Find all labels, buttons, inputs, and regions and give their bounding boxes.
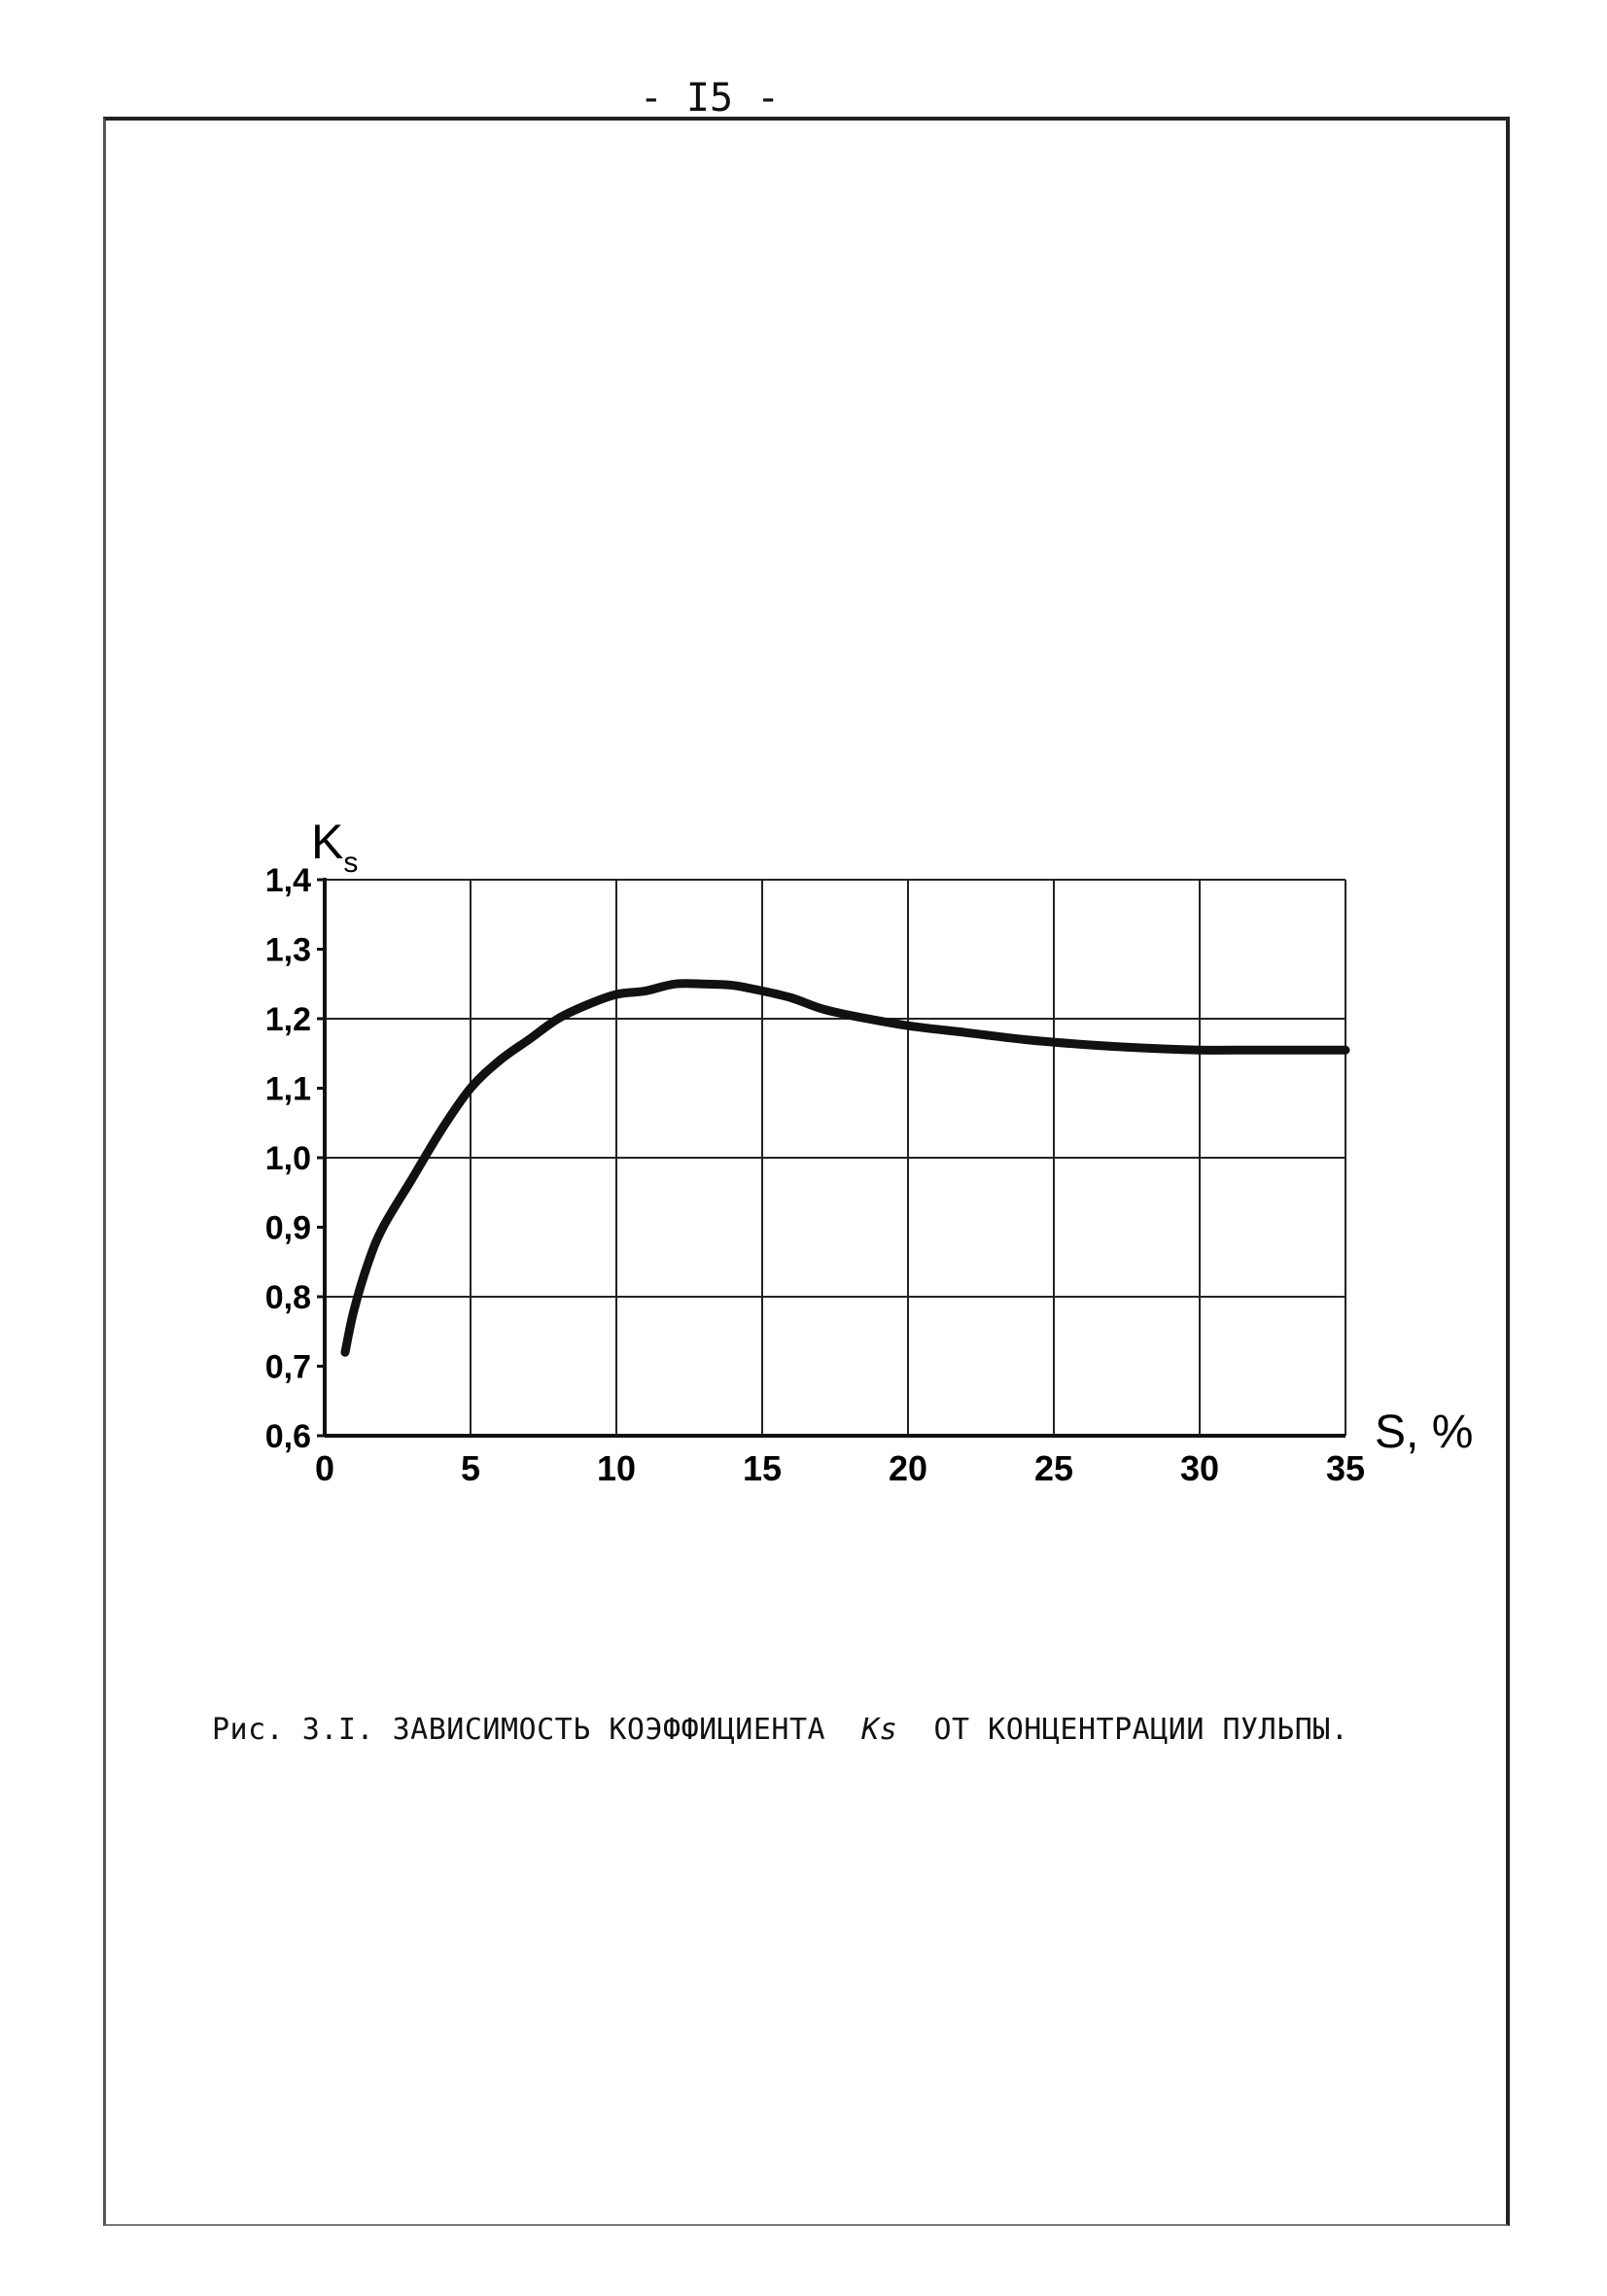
x-tick-label: 30: [1179, 1448, 1220, 1488]
x-tick-label: 15: [742, 1448, 783, 1488]
x-tick-label: 10: [596, 1448, 637, 1488]
figure-caption: [212, 1713, 1495, 1747]
x-axis-label: S, %: [1375, 1407, 1474, 1458]
x-tick-label: 35: [1325, 1448, 1366, 1488]
x-tick-label: 5: [460, 1448, 481, 1488]
y-tick-label: 0,8: [264, 1279, 311, 1316]
y-axis-label: $K_s$: [311, 815, 359, 879]
y-tick-label: 1,4: [264, 862, 311, 899]
x-tick-label: 20: [888, 1448, 928, 1488]
y-tick-label: 1,2: [264, 1001, 311, 1038]
x-tick-label: 25: [1033, 1448, 1074, 1488]
caption-prefix: Рис. 3.I. ЗАВИСИМОСТЬ КОЭФФИЦИЕНТА: [212, 1713, 826, 1747]
caption-symbol: Ks: [861, 1713, 898, 1747]
y-tick-label: 1,0: [264, 1140, 311, 1177]
y-tick-label: 1,1: [264, 1070, 311, 1108]
y-tick-label: 1,3: [264, 931, 311, 969]
page-number: - I5 -: [639, 76, 781, 121]
caption-suffix: ОТ КОНЦЕНТРАЦИИ ПУЛЬПЫ.: [933, 1713, 1349, 1747]
axis-labels: [311, 815, 1473, 1458]
y-tick-label: 0,7: [264, 1348, 311, 1386]
y-tick-label: 0,9: [264, 1209, 311, 1247]
x-tick-label: 0: [314, 1448, 335, 1488]
grid-layer: [325, 880, 1345, 1436]
y-tick-label: 0,6: [264, 1418, 311, 1455]
